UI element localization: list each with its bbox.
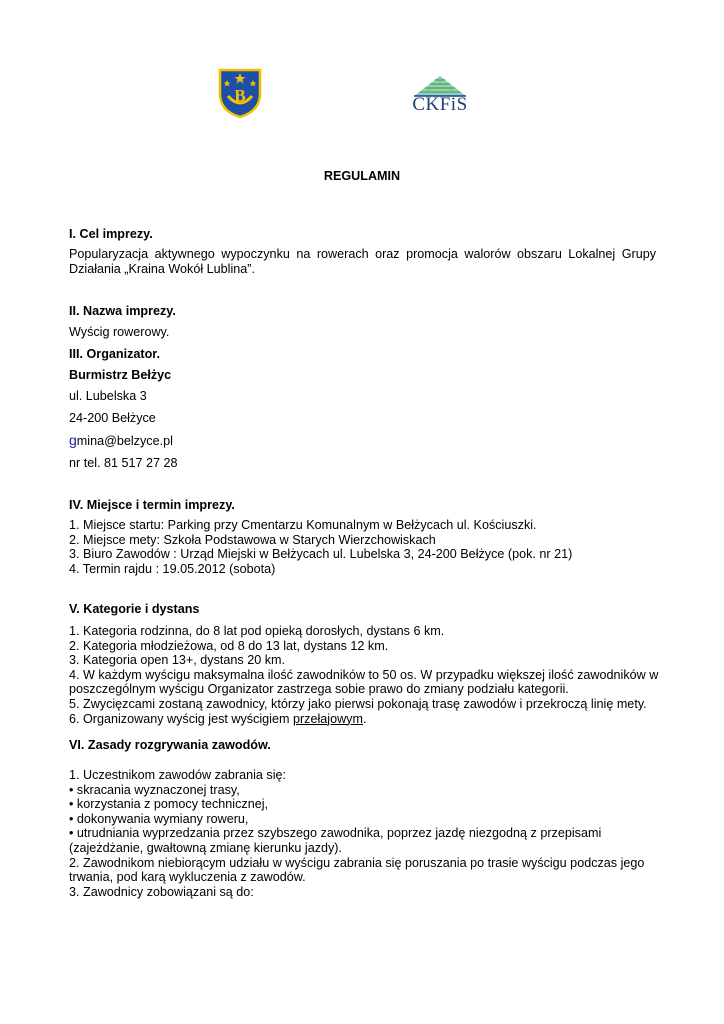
- section-6-list: [69, 768, 669, 899]
- organizer-street: ul. Lubelska 3: [69, 389, 147, 403]
- list-item: trwania, pod karą wykluczenia z zawodów.: [69, 870, 306, 885]
- list-item: • dokonywania wymiany roweru,: [69, 811, 249, 826]
- email-first-letter[interactable]: g: [69, 432, 77, 448]
- organizer-city: 24-200 Bełżyce: [69, 411, 156, 425]
- list-item: 4. W każdym wyścigu maksymalna ilość zawodników to 50 os. W przypadku większej ilość zawodników w: [69, 667, 659, 682]
- list-item: [69, 712, 669, 727]
- town-crest-logo: [218, 68, 262, 118]
- list-item: 2. Kategoria młodzieżowa, od 8 do 13 lat, dystans 12 km.: [69, 638, 389, 653]
- list-item: 1. Kategoria rodzinna, do 8 lat pod opieką dorosłych, dystans 6 km.: [69, 624, 445, 638]
- section-5-heading: V. Kategorie i dystans: [69, 602, 200, 616]
- list-item-suffix: .: [362, 711, 367, 726]
- section-2-body: Wyścig rowerowy.: [69, 325, 170, 339]
- ckfis-logo: [400, 72, 480, 118]
- section-4-list: [69, 518, 669, 576]
- list-item: • korzystania z pomocy technicznej,: [69, 797, 268, 812]
- section-1-heading: I. Cel imprezy.: [69, 227, 153, 241]
- organizer-email[interactable]: [69, 432, 173, 448]
- list-item: 2. Miejsce mety: Szkoła Podstawowa w Starych Wierzchowiskach: [69, 532, 436, 547]
- list-item: 2. Zawodnikom niebiorącym udziału w wyścigu zabrania się poruszania po trasie wyścigu podczas jego: [69, 855, 645, 870]
- section-1-body: Popularyzacja aktywnego wypoczynku na rowerach oraz promocja walorów obszaru Lokalnej Grupy Działania „Kraina Wokół Lublina”.: [69, 247, 656, 276]
- email-rest: mina@belzyce.pl: [76, 434, 173, 448]
- organizer-phone: nr tel. 81 517 27 28: [69, 456, 178, 470]
- list-item: 3. Kategoria open 13+, dystans 20 km.: [69, 653, 285, 668]
- list-item: 3. Biuro Zawodów : Urząd Miejski w Bełżycach ul. Lubelska 3, 24-200 Bełżyce (pok. nr 21): [69, 547, 573, 562]
- organizer-name: Burmistrz Bełżyc: [69, 368, 172, 382]
- list-item: 4. Termin rajdu : 19.05.2012 (sobota): [69, 561, 276, 576]
- crest-letter: B: [234, 86, 246, 105]
- underlined-word: przełajowym: [292, 711, 363, 726]
- list-item: 1. Miejsce startu: Parking przy Cmentarzu Komunalnym w Bełżycach ul. Kościuszki.: [69, 518, 537, 532]
- document-title: REGULAMIN: [323, 169, 401, 183]
- list-item: poszczególnym wyścigu Organizator zastrzega sobie prawo do zmiany podziału kategorii.: [69, 682, 569, 697]
- list-item: • skracania wyznaczonej trasy,: [69, 782, 240, 797]
- section-3-heading: III. Organizator.: [69, 347, 160, 361]
- section-2-heading: II. Nazwa imprezy.: [69, 304, 176, 318]
- section-4-heading: IV. Miejsce i termin imprezy.: [69, 498, 235, 512]
- section-5-list: [69, 624, 669, 726]
- list-item: 5. Zwycięzcami zostaną zawodnicy, którzy jako pierwsi pokonają trasę zawodów i przekroczą linię mety.: [69, 696, 647, 711]
- list-item-prefix: 6. Organizowany wyścig jest wyścigiem: [69, 711, 293, 726]
- list-item: 3. Zawodnicy zobowiązani są do:: [69, 884, 254, 899]
- ckfis-logo-text: CKFiS: [412, 94, 468, 115]
- list-item: • utrudniania wyprzedzania przez szybszego zawodnika, poprzez jazdę niezgodną z przepisami: [69, 826, 602, 841]
- list-item: 1. Uczestnikom zawodów zabrania się:: [69, 768, 286, 782]
- section-6-heading: VI. Zasady rozgrywania zawodów.: [69, 738, 271, 752]
- list-item: (zajeżdżanie, gwałtowną zmianę kierunku jazdy).: [69, 840, 342, 855]
